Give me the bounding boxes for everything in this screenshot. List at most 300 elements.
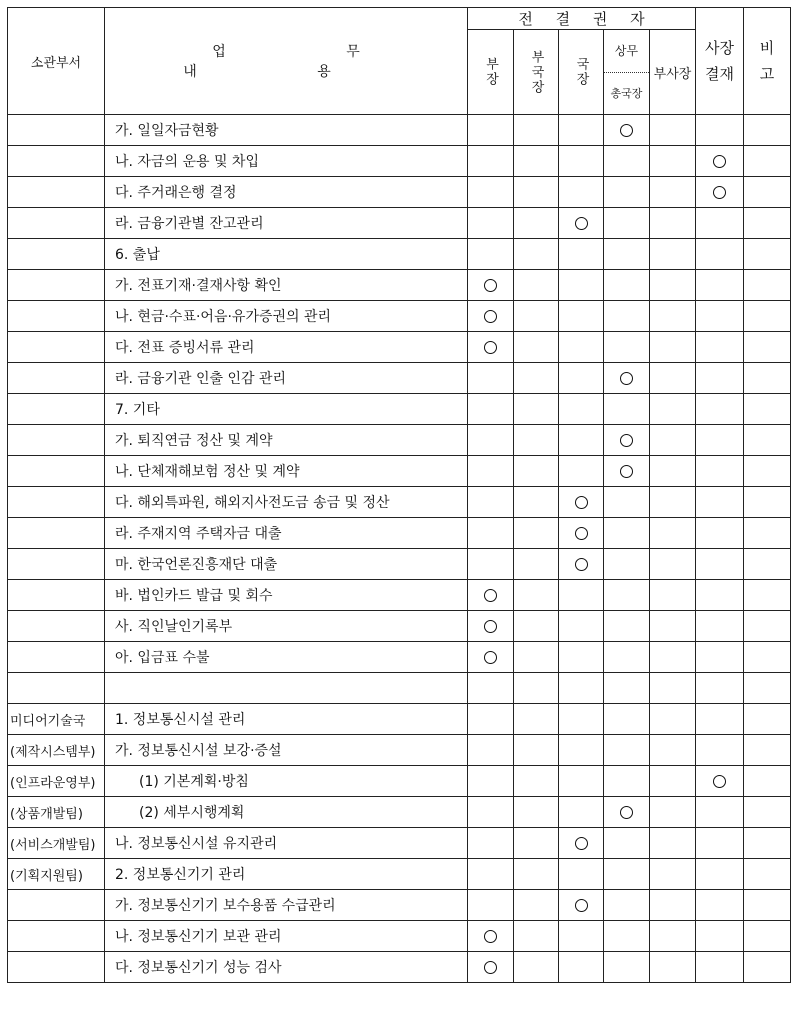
table-row <box>8 580 791 611</box>
approval-cell-busajang <box>650 766 696 797</box>
approval-cell-bigo <box>744 611 791 642</box>
approval-cell-busajang <box>650 921 696 952</box>
approval-cell-sajang <box>696 890 744 921</box>
dept-cell: (제작시스템부) <box>8 735 105 766</box>
approval-cell-sangmu <box>604 425 650 456</box>
approval-cell-busajang <box>650 332 696 363</box>
approval-cell-bigo <box>744 239 791 270</box>
approval-cell-gukjang <box>559 642 604 673</box>
approval-cell-bujang <box>468 549 514 580</box>
approval-cell-bigo <box>744 177 791 208</box>
approval-cell-bujang <box>468 487 514 518</box>
approval-cell-bugukjang <box>514 239 559 270</box>
approval-cell-gukjang <box>559 952 604 983</box>
table-row <box>8 332 791 363</box>
approval-cell-bigo <box>744 921 791 952</box>
approval-cell-bigo <box>744 642 791 673</box>
approval-cell-sajang <box>696 301 744 332</box>
approval-cell-busajang <box>650 363 696 394</box>
approval-mark-icon <box>575 837 588 850</box>
table-row <box>8 797 791 828</box>
header-bujang-label: 부장 <box>483 57 498 87</box>
approval-cell-bugukjang <box>514 549 559 580</box>
dept-cell <box>8 394 105 425</box>
approval-cell-bujang <box>468 890 514 921</box>
task-cell: 라. 금융기관 인출 인감 관리 <box>105 363 468 394</box>
task-cell: 나. 자금의 운용 및 차입 <box>105 146 468 177</box>
approval-cell-busajang <box>650 177 696 208</box>
task-cell: 나. 단체재해보험 정산 및 계약 <box>105 456 468 487</box>
approval-cell-gukjang <box>559 425 604 456</box>
approval-cell-gukjang <box>559 239 604 270</box>
approval-cell-bugukjang <box>514 704 559 735</box>
approval-cell-busajang <box>650 115 696 146</box>
approval-cell-sangmu <box>604 921 650 952</box>
approval-cell-bugukjang <box>514 115 559 146</box>
header-sajang <box>696 8 744 115</box>
approval-mark-icon <box>575 558 588 571</box>
approval-cell-busajang <box>650 487 696 518</box>
header-bugukjang-label: 부국장 <box>528 49 544 95</box>
approval-cell-bujang <box>468 735 514 766</box>
approval-cell-sangmu <box>604 363 650 394</box>
approval-mark-icon <box>575 496 588 509</box>
dept-cell <box>8 270 105 301</box>
approval-cell-gukjang <box>559 766 604 797</box>
approval-cell-sangmu <box>604 797 650 828</box>
task-cell: 가. 전표기재·결재사항 확인 <box>105 270 468 301</box>
approval-cell-bigo <box>744 735 791 766</box>
approval-cell-sajang <box>696 704 744 735</box>
approval-cell-bugukjang <box>514 952 559 983</box>
approval-cell-sajang <box>696 208 744 239</box>
approval-mark-icon <box>484 279 497 292</box>
approval-cell-bujang <box>468 859 514 890</box>
approval-authority-table <box>7 7 791 983</box>
approval-cell-bujang <box>468 208 514 239</box>
approval-cell-sajang <box>696 456 744 487</box>
approval-mark-icon <box>575 217 588 230</box>
task-cell: 가. 퇴직연금 정산 및 계약 <box>105 425 468 456</box>
approval-cell-bigo <box>744 797 791 828</box>
table-row <box>8 828 791 859</box>
approval-cell-bujang <box>468 425 514 456</box>
approval-cell-gukjang <box>559 177 604 208</box>
approval-cell-bigo <box>744 208 791 239</box>
approval-cell-busajang <box>650 456 696 487</box>
table-row <box>8 208 791 239</box>
table-body <box>8 115 791 983</box>
approval-mark-icon <box>620 806 633 819</box>
approval-cell-bujang <box>468 456 514 487</box>
approval-cell-sajang <box>696 394 744 425</box>
approval-cell-sajang <box>696 766 744 797</box>
approval-cell-gukjang <box>559 301 604 332</box>
header-sajang-label: 사장결재 <box>705 39 735 83</box>
approval-cell-sangmu <box>604 549 650 580</box>
table-row <box>8 270 791 301</box>
approval-cell-sangmu <box>604 890 650 921</box>
approval-cell-busajang <box>650 859 696 890</box>
approval-cell-sangmu <box>604 177 650 208</box>
table-row <box>8 425 791 456</box>
dept-cell <box>8 611 105 642</box>
approval-cell-bugukjang <box>514 611 559 642</box>
approval-cell-bujang <box>468 952 514 983</box>
approval-mark-icon <box>620 434 633 447</box>
approval-cell-bugukjang <box>514 797 559 828</box>
header-busajang-label: 부사장 <box>653 66 692 82</box>
header-bigo <box>744 8 791 115</box>
approval-cell-bujang <box>468 115 514 146</box>
approval-mark-icon <box>484 930 497 943</box>
header-sangmu-label: 상무 <box>614 44 639 59</box>
approval-cell-gukjang <box>559 828 604 859</box>
table-row <box>8 859 791 890</box>
approval-mark-icon <box>484 310 497 323</box>
header-approver-group-label: 전 결 권 자 <box>518 10 654 28</box>
task-cell: 2. 정보통신기기 관리 <box>105 859 468 890</box>
approval-cell-busajang <box>650 642 696 673</box>
dept-cell <box>8 487 105 518</box>
table-row <box>8 363 791 394</box>
approval-cell-sajang <box>696 735 744 766</box>
header-task-label: 업 무 내 용 <box>183 44 418 80</box>
header-dept <box>8 8 105 115</box>
approval-cell-sangmu <box>604 239 650 270</box>
approval-cell-bugukjang <box>514 673 559 704</box>
approval-cell-sajang <box>696 921 744 952</box>
approval-cell-sangmu <box>604 580 650 611</box>
approval-cell-bujang <box>468 177 514 208</box>
table-row <box>8 673 791 704</box>
approval-cell-sangmu <box>604 518 650 549</box>
approval-cell-bugukjang <box>514 208 559 239</box>
task-cell: 1. 정보통신시설 관리 <box>105 704 468 735</box>
approval-mark-icon <box>484 961 497 974</box>
approval-cell-sangmu <box>604 487 650 518</box>
approval-cell-sajang <box>696 239 744 270</box>
approval-cell-bigo <box>744 301 791 332</box>
approval-cell-busajang <box>650 425 696 456</box>
approval-cell-bujang <box>468 239 514 270</box>
approval-cell-sajang <box>696 673 744 704</box>
approval-cell-gukjang <box>559 208 604 239</box>
approval-cell-busajang <box>650 208 696 239</box>
approval-cell-bujang <box>468 332 514 363</box>
approval-cell-busajang <box>650 301 696 332</box>
table-row <box>8 177 791 208</box>
approval-cell-bigo <box>744 425 791 456</box>
dept-cell: (서비스개발팀) <box>8 828 105 859</box>
approval-cell-busajang <box>650 270 696 301</box>
approval-cell-bugukjang <box>514 859 559 890</box>
approval-cell-busajang <box>650 146 696 177</box>
header-sangmu-chonggukjang <box>604 30 650 115</box>
approval-cell-bujang <box>468 828 514 859</box>
approval-cell-busajang <box>650 735 696 766</box>
approval-cell-bigo <box>744 890 791 921</box>
approval-cell-bugukjang <box>514 487 559 518</box>
header-chonggukjang-label: 총국장 <box>604 72 649 115</box>
dept-cell <box>8 921 105 952</box>
approval-cell-bujang <box>468 611 514 642</box>
approval-cell-bugukjang <box>514 828 559 859</box>
approval-cell-sajang <box>696 828 744 859</box>
approval-cell-gukjang <box>559 332 604 363</box>
approval-cell-gukjang <box>559 146 604 177</box>
approval-cell-gukjang <box>559 673 604 704</box>
approval-cell-sangmu <box>604 642 650 673</box>
dept-cell <box>8 518 105 549</box>
approval-mark-icon <box>484 651 497 664</box>
approval-cell-bigo <box>744 270 791 301</box>
task-cell: 바. 법인카드 발급 및 회수 <box>105 580 468 611</box>
task-cell: 다. 정보통신기기 성능 검사 <box>105 952 468 983</box>
approval-cell-bujang <box>468 580 514 611</box>
dept-cell <box>8 115 105 146</box>
approval-cell-sangmu <box>604 332 650 363</box>
approval-cell-bujang <box>468 704 514 735</box>
approval-cell-bugukjang <box>514 332 559 363</box>
header-busajang <box>650 30 696 115</box>
task-cell: 다. 전표 증빙서류 관리 <box>105 332 468 363</box>
approval-cell-sangmu <box>604 828 650 859</box>
approval-mark-icon <box>620 372 633 385</box>
dept-cell <box>8 425 105 456</box>
approval-cell-bigo <box>744 115 791 146</box>
approval-cell-bujang <box>468 518 514 549</box>
approval-cell-busajang <box>650 797 696 828</box>
approval-cell-bujang <box>468 797 514 828</box>
task-cell: 나. 현금·수표·어음·유가증권의 관리 <box>105 301 468 332</box>
approval-cell-sangmu <box>604 952 650 983</box>
approval-cell-bugukjang <box>514 270 559 301</box>
approval-cell-bujang <box>468 921 514 952</box>
approval-mark-icon <box>713 186 726 199</box>
approval-cell-sangmu <box>604 673 650 704</box>
approval-cell-sajang <box>696 177 744 208</box>
approval-cell-busajang <box>650 611 696 642</box>
approval-cell-sangmu <box>604 146 650 177</box>
approval-cell-bujang <box>468 673 514 704</box>
approval-mark-icon <box>620 124 633 137</box>
approval-cell-gukjang <box>559 611 604 642</box>
table-row <box>8 735 791 766</box>
approval-cell-gukjang <box>559 363 604 394</box>
header-gukjang-label: 국장 <box>573 57 589 87</box>
header-bugukjang <box>514 30 559 115</box>
approval-cell-sangmu <box>604 301 650 332</box>
dept-cell <box>8 952 105 983</box>
approval-cell-bujang <box>468 766 514 797</box>
approval-mark-icon <box>713 775 726 788</box>
approval-mark-icon <box>713 155 726 168</box>
task-cell: 다. 주거래은행 결정 <box>105 177 468 208</box>
dept-cell <box>8 363 105 394</box>
task-cell: 라. 금융기관별 잔고관리 <box>105 208 468 239</box>
task-cell <box>105 673 468 704</box>
header-approver-group <box>468 8 696 30</box>
approval-cell-bujang <box>468 394 514 425</box>
approval-cell-bujang <box>468 146 514 177</box>
approval-cell-bigo <box>744 580 791 611</box>
task-cell: 7. 기타 <box>105 394 468 425</box>
approval-cell-bugukjang <box>514 425 559 456</box>
approval-cell-busajang <box>650 518 696 549</box>
task-cell: 사. 직인날인기록부 <box>105 611 468 642</box>
approval-cell-sajang <box>696 549 744 580</box>
approval-cell-busajang <box>650 394 696 425</box>
approval-cell-sajang <box>696 146 744 177</box>
table-row <box>8 642 791 673</box>
approval-cell-bugukjang <box>514 642 559 673</box>
approval-cell-sangmu <box>604 859 650 890</box>
approval-cell-bigo <box>744 146 791 177</box>
approval-cell-sangmu <box>604 611 650 642</box>
approval-cell-sajang <box>696 518 744 549</box>
task-cell: 가. 정보통신시설 보강·증설 <box>105 735 468 766</box>
approval-cell-sajang <box>696 580 744 611</box>
approval-cell-bigo <box>744 363 791 394</box>
approval-cell-sangmu <box>604 766 650 797</box>
approval-cell-gukjang <box>559 518 604 549</box>
dept-cell <box>8 301 105 332</box>
table-row <box>8 301 791 332</box>
approval-cell-sajang <box>696 859 744 890</box>
approval-cell-bugukjang <box>514 456 559 487</box>
table-row <box>8 766 791 797</box>
dept-cell <box>8 146 105 177</box>
table-row <box>8 921 791 952</box>
approval-cell-bugukjang <box>514 921 559 952</box>
task-cell: 라. 주재지역 주택자금 대출 <box>105 518 468 549</box>
approval-cell-busajang <box>650 549 696 580</box>
approval-cell-gukjang <box>559 487 604 518</box>
header-task <box>105 8 468 115</box>
approval-cell-gukjang <box>559 115 604 146</box>
task-cell: 가. 정보통신기기 보수용품 수급관리 <box>105 890 468 921</box>
table-row <box>8 890 791 921</box>
approval-cell-bigo <box>744 487 791 518</box>
approval-cell-gukjang <box>559 704 604 735</box>
approval-cell-gukjang <box>559 549 604 580</box>
table-row <box>8 952 791 983</box>
approval-cell-busajang <box>650 580 696 611</box>
approval-cell-sajang <box>696 115 744 146</box>
approval-cell-sangmu <box>604 115 650 146</box>
approval-mark-icon <box>484 341 497 354</box>
task-cell: 가. 일일자금현황 <box>105 115 468 146</box>
approval-cell-sajang <box>696 611 744 642</box>
approval-cell-bugukjang <box>514 890 559 921</box>
approval-cell-busajang <box>650 673 696 704</box>
approval-cell-bigo <box>744 332 791 363</box>
approval-mark-icon <box>575 899 588 912</box>
approval-cell-gukjang <box>559 797 604 828</box>
approval-cell-busajang <box>650 952 696 983</box>
approval-cell-busajang <box>650 704 696 735</box>
approval-cell-sangmu <box>604 456 650 487</box>
approval-cell-sajang <box>696 797 744 828</box>
task-cell: 나. 정보통신시설 유지관리 <box>105 828 468 859</box>
approval-cell-busajang <box>650 239 696 270</box>
approval-cell-bugukjang <box>514 580 559 611</box>
header-gukjang <box>559 30 604 115</box>
approval-cell-bugukjang <box>514 146 559 177</box>
approval-cell-sangmu <box>604 270 650 301</box>
approval-cell-sajang <box>696 642 744 673</box>
approval-cell-bigo <box>744 859 791 890</box>
task-cell: 6. 출납 <box>105 239 468 270</box>
dept-cell <box>8 208 105 239</box>
approval-cell-bujang <box>468 270 514 301</box>
approval-cell-bigo <box>744 952 791 983</box>
header-bujang <box>468 30 514 115</box>
header-bigo-label: 비고 <box>759 39 775 83</box>
approval-cell-sajang <box>696 952 744 983</box>
approval-cell-bigo <box>744 518 791 549</box>
dept-cell <box>8 580 105 611</box>
dept-cell: 미디어기술국 <box>8 704 105 735</box>
approval-cell-bugukjang <box>514 363 559 394</box>
approval-cell-bugukjang <box>514 518 559 549</box>
dept-cell <box>8 890 105 921</box>
approval-cell-gukjang <box>559 735 604 766</box>
approval-cell-gukjang <box>559 859 604 890</box>
approval-cell-sajang <box>696 363 744 394</box>
approval-cell-bigo <box>744 673 791 704</box>
dept-cell <box>8 177 105 208</box>
table-row <box>8 146 791 177</box>
task-cell: (1) 기본계획·방침 <box>105 766 468 797</box>
dept-cell <box>8 456 105 487</box>
approval-cell-gukjang <box>559 580 604 611</box>
approval-mark-icon <box>484 620 497 633</box>
approval-cell-sangmu <box>604 735 650 766</box>
approval-cell-sajang <box>696 425 744 456</box>
approval-cell-sangmu <box>604 394 650 425</box>
task-cell: (2) 세부시행계획 <box>105 797 468 828</box>
task-cell: 다. 해외특파원, 해외지사전도금 송금 및 정산 <box>105 487 468 518</box>
approval-cell-bujang <box>468 363 514 394</box>
task-cell: 마. 한국언론진흥재단 대출 <box>105 549 468 580</box>
header-dept-label: 소관부서 <box>30 55 82 71</box>
dept-cell <box>8 239 105 270</box>
approval-cell-bujang <box>468 301 514 332</box>
dept-cell: (기획지원팀) <box>8 859 105 890</box>
approval-cell-busajang <box>650 890 696 921</box>
approval-cell-sajang <box>696 270 744 301</box>
approval-cell-gukjang <box>559 456 604 487</box>
approval-cell-sajang <box>696 332 744 363</box>
approval-cell-sajang <box>696 487 744 518</box>
approval-cell-bigo <box>744 394 791 425</box>
approval-cell-bigo <box>744 704 791 735</box>
approval-mark-icon <box>620 465 633 478</box>
table-row <box>8 115 791 146</box>
table-row <box>8 239 791 270</box>
approval-cell-gukjang <box>559 890 604 921</box>
table-row <box>8 394 791 425</box>
table-row <box>8 456 791 487</box>
approval-cell-bugukjang <box>514 394 559 425</box>
dept-cell: (인프라운영부) <box>8 766 105 797</box>
approval-cell-bigo <box>744 456 791 487</box>
approval-cell-bugukjang <box>514 301 559 332</box>
dept-cell <box>8 673 105 704</box>
approval-cell-sangmu <box>604 208 650 239</box>
